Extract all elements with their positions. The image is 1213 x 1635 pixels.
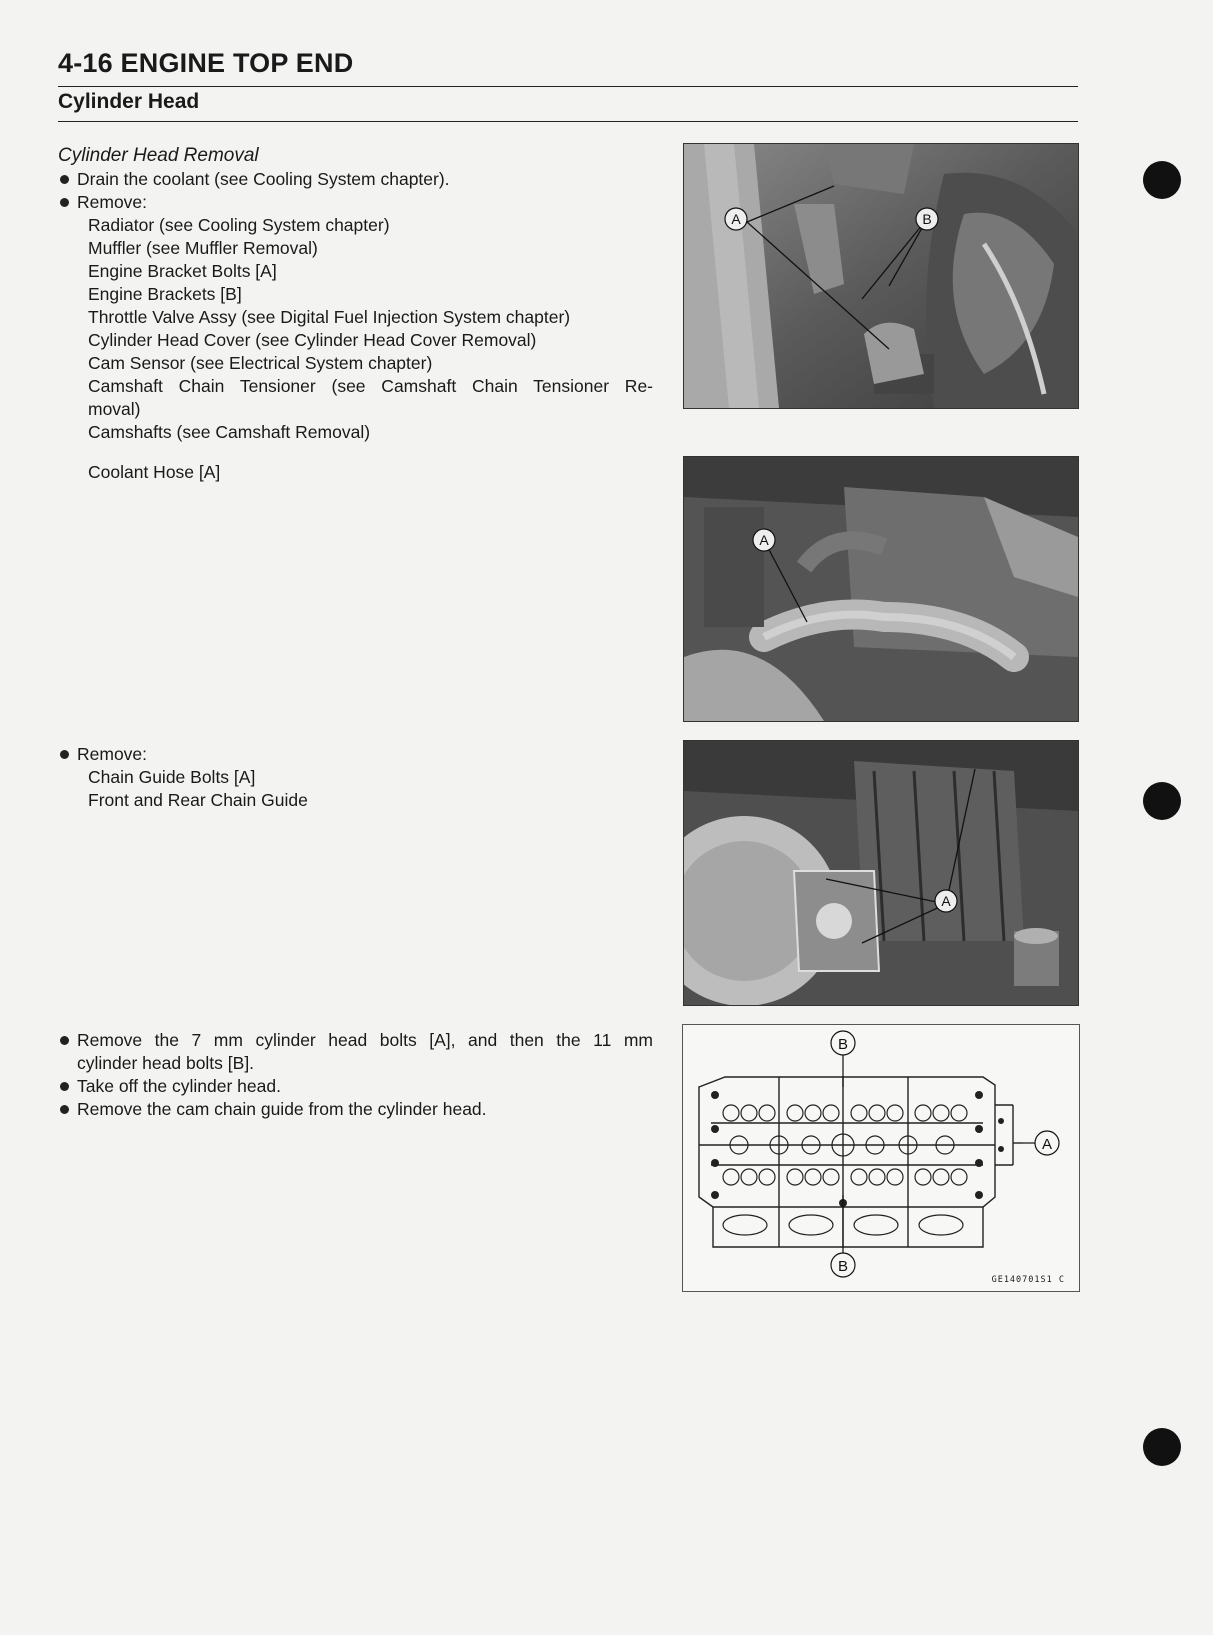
part-item: Camshaft Chain Tensioner (see Camshaft Chain Tensioner Re- — [88, 376, 653, 396]
callout-a: A — [1041, 1136, 1053, 1153]
part-item: Camshafts (see Camshaft Removal) — [88, 422, 371, 442]
bolts-block — [58, 1029, 653, 1121]
part-item: Engine Brackets [B] — [88, 284, 242, 304]
bullet-bolts: Remove the 7 mm cylinder head bolts [A], and then the 11 mm — [58, 1029, 653, 1052]
removal-block — [58, 144, 653, 484]
bullet-remove: Remove: — [58, 191, 653, 214]
section-rule — [58, 121, 1078, 122]
part-item: moval) — [88, 399, 141, 419]
bullet-take-off: Take off the cylinder head. — [58, 1075, 653, 1098]
part-item: Muffler (see Muffler Removal) — [88, 238, 318, 258]
part-list — [58, 214, 653, 444]
chain-guide-item: Front and Rear Chain Guide — [88, 790, 308, 810]
diagram-cylinder-head-bolts — [682, 1024, 1080, 1292]
callout-a: A — [941, 893, 951, 909]
part-item: Engine Bracket Bolts [A] — [88, 261, 277, 281]
punch-hole — [1143, 782, 1181, 820]
part-item: Cam Sensor (see Electrical System chapter) — [88, 353, 433, 373]
bullet-remove-chain: Remove: — [58, 743, 653, 766]
bullet-bolts-cont: cylinder head bolts [B]. — [77, 1053, 255, 1073]
callout-b-bottom: B — [837, 1258, 849, 1275]
part-item: Throttle Valve Assy (see Digital Fuel Injection System chapter) — [88, 307, 571, 327]
callout-a: A — [731, 211, 741, 227]
photo-chain-guide-bolts — [683, 740, 1079, 1006]
punch-hole — [1143, 161, 1181, 199]
removal-subheading: Cylinder Head Removal — [58, 145, 259, 166]
header-rule — [58, 86, 1078, 87]
chain-guide-block — [58, 743, 653, 812]
chapter-title: 4-16 ENGINE TOP END — [58, 48, 354, 78]
bullet-drain: Drain the coolant (see Cooling System chapter). — [58, 168, 653, 191]
callout-a: A — [759, 532, 769, 548]
punch-hole — [1143, 1428, 1181, 1466]
photo-engine-brackets — [683, 143, 1079, 409]
callout-b-top: B — [837, 1036, 849, 1053]
part-item: Cylinder Head Cover (see Cylinder Head Cover Removal) — [88, 330, 537, 350]
part-item: Radiator (see Cooling System chapter) — [88, 215, 390, 235]
chain-guide-list — [58, 766, 653, 812]
coolant-hose-item: Coolant Hose [A] — [88, 462, 221, 482]
section-title: Cylinder Head — [58, 90, 200, 113]
bullet-cam-guide: Remove the cam chain guide from the cylinder head. — [58, 1098, 653, 1121]
photo-coolant-hose — [683, 456, 1079, 722]
callout-b: B — [922, 211, 932, 227]
chain-guide-item: Chain Guide Bolts [A] — [88, 767, 256, 787]
figure-code: GE140701S1 C — [991, 1275, 1065, 1285]
